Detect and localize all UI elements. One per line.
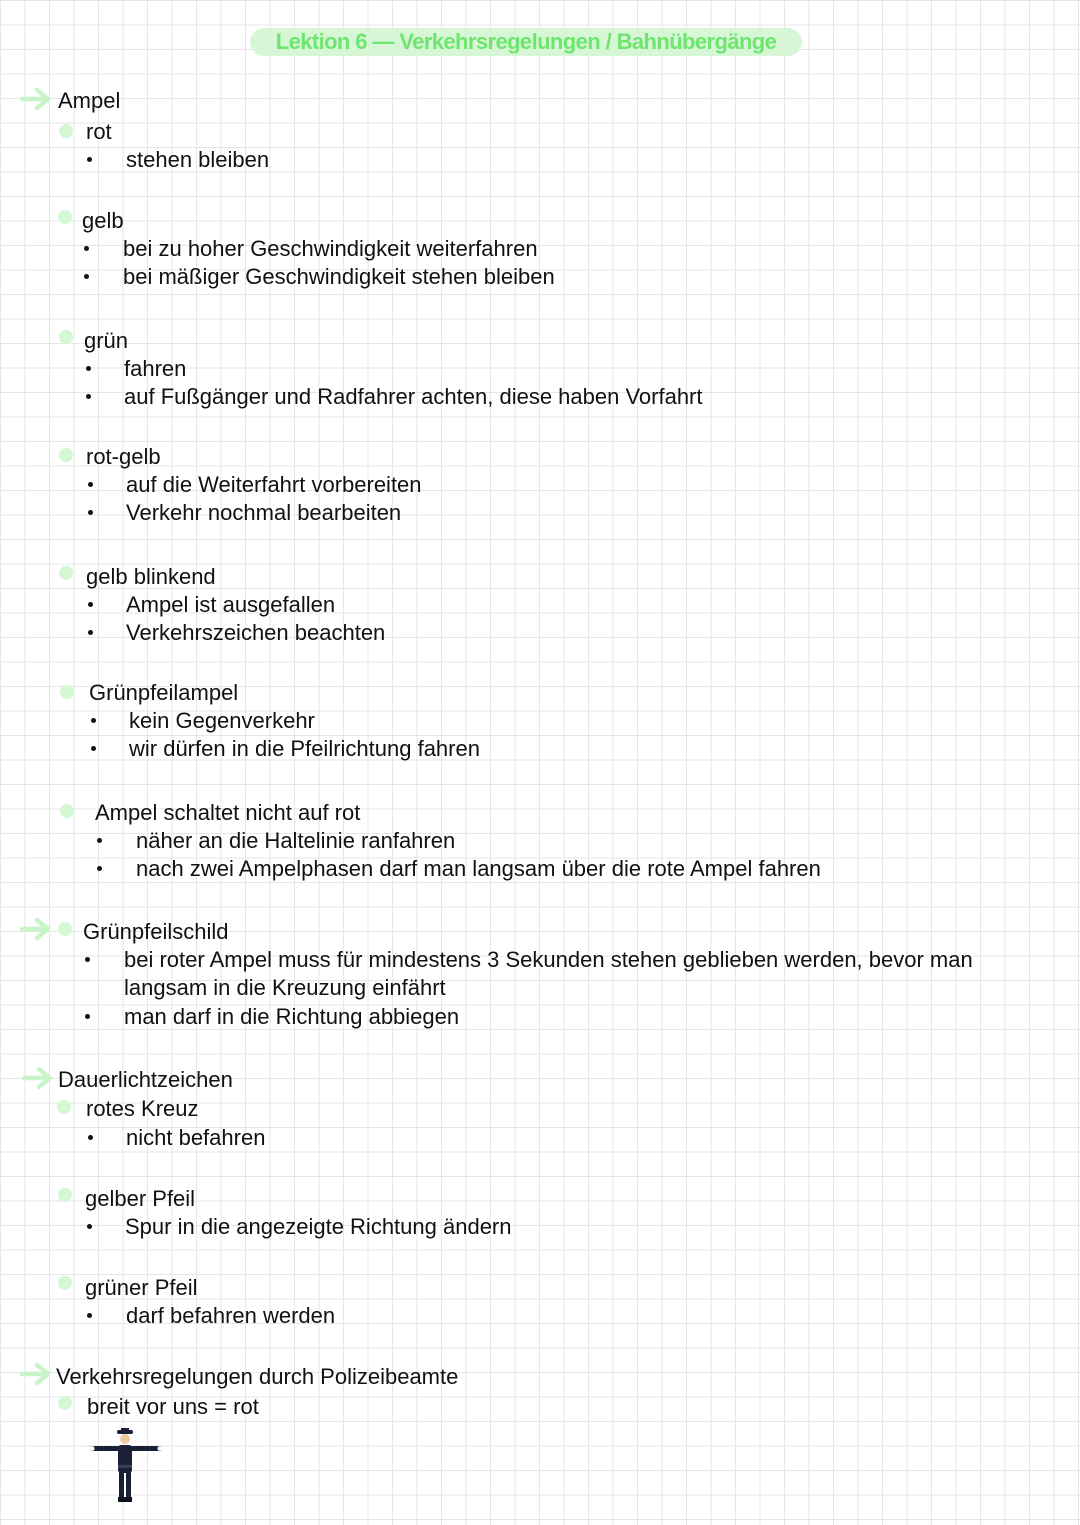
list-item: nicht befahren [126, 1125, 266, 1150]
list-item: bei roter Ampel muss für mindestens 3 Sekunden stehen geblieben werden, bevor man [124, 947, 973, 972]
list-item: wir dürfen in die Pfeilrichtung fahren [129, 736, 480, 761]
bullet-icon [88, 630, 93, 635]
bullet-dot-icon [58, 210, 72, 224]
bullet-icon [84, 246, 89, 251]
bullet-icon [88, 510, 93, 515]
list-item: breit vor uns = rot [87, 1394, 259, 1419]
bullet-dot-icon [58, 1276, 72, 1290]
section-heading-ampel: Ampel [58, 88, 121, 113]
sub-heading-gelb: gelb [82, 208, 124, 233]
bullet-icon [88, 1135, 93, 1140]
list-item: kein Gegenverkehr [129, 708, 315, 733]
list-item: Verkehr nochmal bearbeiten [126, 500, 402, 525]
sub-heading-gruenpfeilampel: Grünpfeilampel [89, 680, 239, 705]
list-item: näher an die Haltelinie ranfahren [136, 828, 456, 853]
sub-heading-gelber-pfeil: gelber Pfeil [85, 1186, 196, 1211]
arrow-icon [20, 87, 56, 111]
bullet-dot-icon [58, 922, 72, 936]
bullet-icon [91, 746, 96, 751]
bullet-icon [88, 602, 93, 607]
list-item: bei mäßiger Geschwindigkeit stehen bleiben [123, 264, 555, 289]
list-item: bei zu hoher Geschwindigkeit weiterfahren [123, 236, 538, 261]
bullet-icon [87, 1313, 92, 1318]
bullet-dot-icon [58, 1188, 72, 1202]
bullet-icon [91, 718, 96, 723]
list-item: man darf in die Richtung abbiegen [124, 1004, 460, 1029]
bullet-icon [87, 157, 92, 162]
list-item: nach zwei Ampelphasen darf man langsam über die rote Ampel fahren [136, 856, 821, 881]
sub-heading-gruener-pfeil: grüner Pfeil [85, 1275, 198, 1300]
bullet-icon [85, 957, 90, 962]
police-officer-illustration [90, 1428, 162, 1504]
bullet-icon [85, 1014, 90, 1019]
bullet-dot-icon [57, 1100, 71, 1114]
bullet-icon [88, 482, 93, 487]
sub-heading-nicht-rot: Ampel schaltet nicht auf rot [95, 800, 361, 825]
list-item: fahren [124, 356, 187, 381]
bullet-icon [87, 1224, 92, 1229]
section-heading-dauerlichtzeichen: Dauerlichtzeichen [58, 1067, 233, 1092]
list-item: darf befahren werden [126, 1303, 336, 1328]
bullet-icon [86, 366, 91, 371]
list-item: Spur in die angezeigte Richtung ändern [125, 1214, 512, 1239]
section-heading-gruenpfeilschild: Grünpfeilschild [83, 919, 229, 944]
section-heading-polizeibeamte: Verkehrsregelungen durch Polizeibeamte [56, 1364, 459, 1389]
bullet-dot-icon [58, 1396, 72, 1410]
arrow-icon [20, 1362, 56, 1386]
arrow-icon [20, 917, 56, 941]
bullet-icon [97, 838, 102, 843]
list-item: Verkehrszeichen beachten [126, 620, 386, 645]
list-item: auf die Weiterfahrt vorbereiten [126, 472, 422, 497]
bullet-icon [84, 274, 89, 279]
bullet-dot-icon [59, 566, 73, 580]
bullet-icon [86, 394, 91, 399]
sub-heading-rot-gelb: rot-gelb [86, 444, 161, 469]
arrow-icon [22, 1066, 58, 1090]
list-item: auf Fußgänger und Radfahrer achten, diese haben Vorfahrt [124, 384, 703, 409]
page-title: Lektion 6 — Verkehrsregelungen / Bahnübergänge [250, 28, 802, 56]
bullet-icon [97, 866, 102, 871]
list-item: stehen bleiben [126, 147, 270, 172]
list-item-continuation: langsam in die Kreuzung einfährt [124, 975, 446, 1000]
bullet-dot-icon [60, 804, 74, 818]
list-item: Ampel ist ausgefallen [126, 592, 336, 617]
bullet-dot-icon [59, 330, 73, 344]
sub-heading-rotes-kreuz: rotes Kreuz [86, 1096, 199, 1121]
bullet-dot-icon [60, 685, 74, 699]
bullet-dot-icon [59, 448, 73, 462]
bullet-dot-icon [59, 124, 73, 138]
sub-heading-rot: rot [86, 119, 112, 144]
sub-heading-gelb-blinkend: gelb blinkend [86, 564, 216, 589]
sub-heading-gruen: grün [84, 328, 129, 353]
